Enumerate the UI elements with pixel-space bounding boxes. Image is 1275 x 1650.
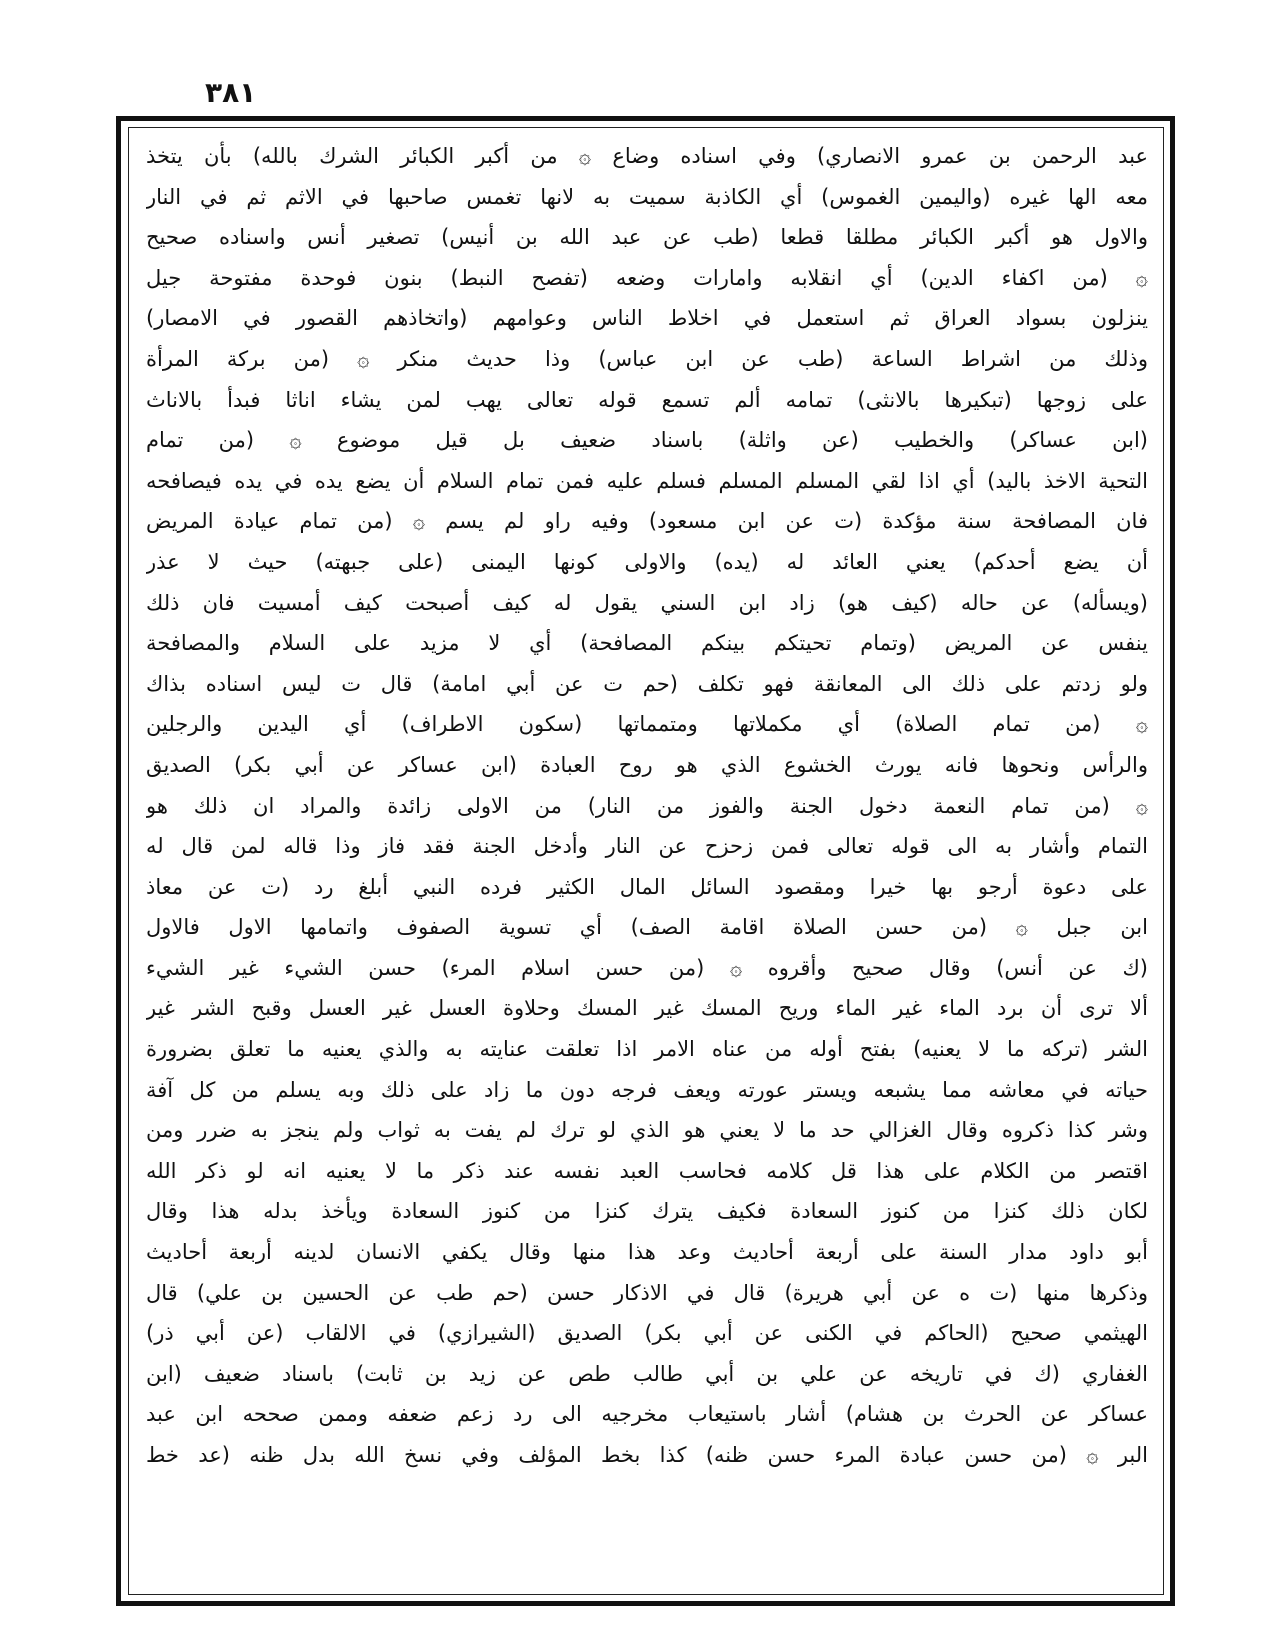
text-line: عساكر عن الحرث بن هشام) أشار باستيعاب مخرجيه الى رد زعم ضعفه وممن صححه ابن عبد — [146, 1402, 1148, 1427]
text-line: وشر كذا ذكروه وقال الغزالي حد ما لا يعني هو الذي لو ترك لم يفت به ثواب ولم ينجز به ضرر ومن — [146, 1118, 1148, 1143]
text-line: على دعوة أرجو بها خيرا ومقصود السائل المال الكثير فرده النبي أبلغ رد (ت عن معاذ — [146, 874, 1148, 899]
text-line: لكان ذلك كنزا من كنوز السعادة فكيف يترك كنزا من كنوز السعادة ويأخذ بدله هذا وقال — [146, 1199, 1148, 1224]
text-line: (ويسأله) عن حاله (كيف هو) زاد ابن السني يقول له كيف أصبحت كيف أمسيت فان ذلك — [146, 590, 1148, 615]
text-line: ابن جبل ۞ (من حسن الصلاة اقامة الصف) أي تسوية الصفوف واتمامها الاول فالاول — [146, 915, 1148, 940]
text-line: والاول هو أكبر الكبائر مطلقا قطعا (طب عن عبد الله بن أنيس) تصغير أنس واسناده صحيح — [146, 225, 1148, 250]
text-line: ينفس عن المريض (وتمام تحيتكم بينكم المصافحة) أي لا مزيد على السلام والمصافحة — [146, 631, 1148, 656]
text-line: التحية الاخذ باليد) أي اذا لقي المسلم المسلم فسلم عليه فمن تمام السلام أن يضع يده في يده فيصافحه — [146, 468, 1148, 493]
text-line: والرأس ونحوها فانه يورث الخشوع الذي هو روح العبادة (ابن عساكر عن أبي بكر) الصديق — [146, 752, 1148, 777]
text-line: الغفاري (ك في تاريخه عن علي بن أبي طالب طص عن زيد بن ثابت) باسناد ضعيف (ابن — [146, 1361, 1148, 1386]
text-line: معه الها غيره (واليمين الغموس) أي الكاذبة سميت به لانها تغمس صاحبها في الاثم ثم في النار — [146, 184, 1148, 209]
text-line: التمام وأشار به الى قوله تعالى فمن زحزح عن النار وأدخل الجنة فقد فاز وذا قاله لمن قال له — [146, 834, 1148, 859]
page-number: ٣٨١ — [205, 76, 257, 109]
text-line: ۞ (من تمام الصلاة) أي مكملاتها ومتمماتها (سكون الاطراف) أي اليدين والرجلين — [146, 712, 1148, 737]
text-line: (ك عن أنس) وقال صحيح وأقروه ۞ (من حسن اسلام المرء) حسن الشيء غير الشيء — [146, 955, 1148, 980]
manuscript-text-block — [146, 136, 1148, 1476]
text-line: الهيثمي صحيح (الحاكم في الكنى عن أبي بكر) الصديق (الشيرازي) في الالقاب (عن أبي ذر) — [146, 1321, 1148, 1346]
text-line: عبد الرحمن بن عمرو الانصاري) وفي اسناده وضاع ۞ من أكبر الكبائر الشرك بالله) بأن يتخذ — [146, 144, 1148, 168]
text-line: ۞ (من اكفاء الدين) أي انقلابه وامارات وضعه (تفصح النبط) بنون فوحدة مفتوحة جيل — [146, 265, 1148, 290]
text-line: أبو داود مدار السنة على أربعة أحاديث وعد هذا منها وقال يكفي الانسان لدينه أربعة أحاديث — [146, 1240, 1148, 1265]
text-line: ألا ترى أن برد الماء غير الماء وريح المسك غير المسك وحلاوة العسل غير العسل وقبح الشر غير — [146, 996, 1148, 1021]
text-line: ينزلون بسواد العراق ثم استعمل في اخلاط الناس وعوامهم (واتخاذهم القصور في الامصار) — [146, 306, 1148, 331]
text-line: أن يضع أحدكم) يعني العائد له (يده) والاولى كونها اليمنى (على جبهته) حيث لا عذر — [146, 549, 1148, 574]
text-line: ۞ (من تمام النعمة دخول الجنة والفوز من النار) من الاولى زائدة والمراد ان ذلك هو — [146, 793, 1148, 818]
text-line: الشر (تركه ما لا يعنيه) بفتح أوله من عناه الامر اذا تعلقت عنايته به والذي يعنيه ما تعلق بضرورة — [146, 1037, 1148, 1062]
text-line: البر ۞ (من حسن عبادة المرء حسن ظنه) كذا بخط المؤلف وفي نسخ الله بدل ظنه (عد خط — [146, 1443, 1148, 1467]
text-line: (ابن عساكر) والخطيب (عن واثلة) باسناد ضعيف بل قيل موضوع ۞ (من تمام — [146, 428, 1148, 453]
text-line: على زوجها (تبكيرها بالانثى) تمامه ألم تسمع قوله تعالى يهب لمن يشاء اناثا فبدأ بالاناث — [146, 387, 1148, 412]
text-line: اقتصر من الكلام على هذا قل كلامه فحاسب العبد نفسه عند ذكر ما لا يعنيه انه لو ذكر الله — [146, 1158, 1148, 1183]
text-line: فان المصافحة سنة مؤكدة (ت عن ابن مسعود) وفيه راو لم يسم ۞ (من تمام عيادة المريض — [146, 509, 1148, 534]
text-line: ولو زدتم على ذلك الى المعانقة فهو تكلف (حم ت عن أبي امامة) قال ت ليس اسناده بذاك — [146, 671, 1148, 696]
text-line: وذلك من اشراط الساعة (طب عن ابن عباس) وذا حديث منكر ۞ (من بركة المرأة — [146, 346, 1148, 371]
text-line: حياته في معاشه مما يشبعه ويستر عورته ويعف فرجه دون ما زاد على ذلك وبه يسلم من كل آفة — [146, 1077, 1148, 1102]
text-line: وذكرها منها (ت ه عن أبي هريرة) قال في الاذكار حسن (حم طب عن الحسين بن علي) قال — [146, 1280, 1148, 1305]
